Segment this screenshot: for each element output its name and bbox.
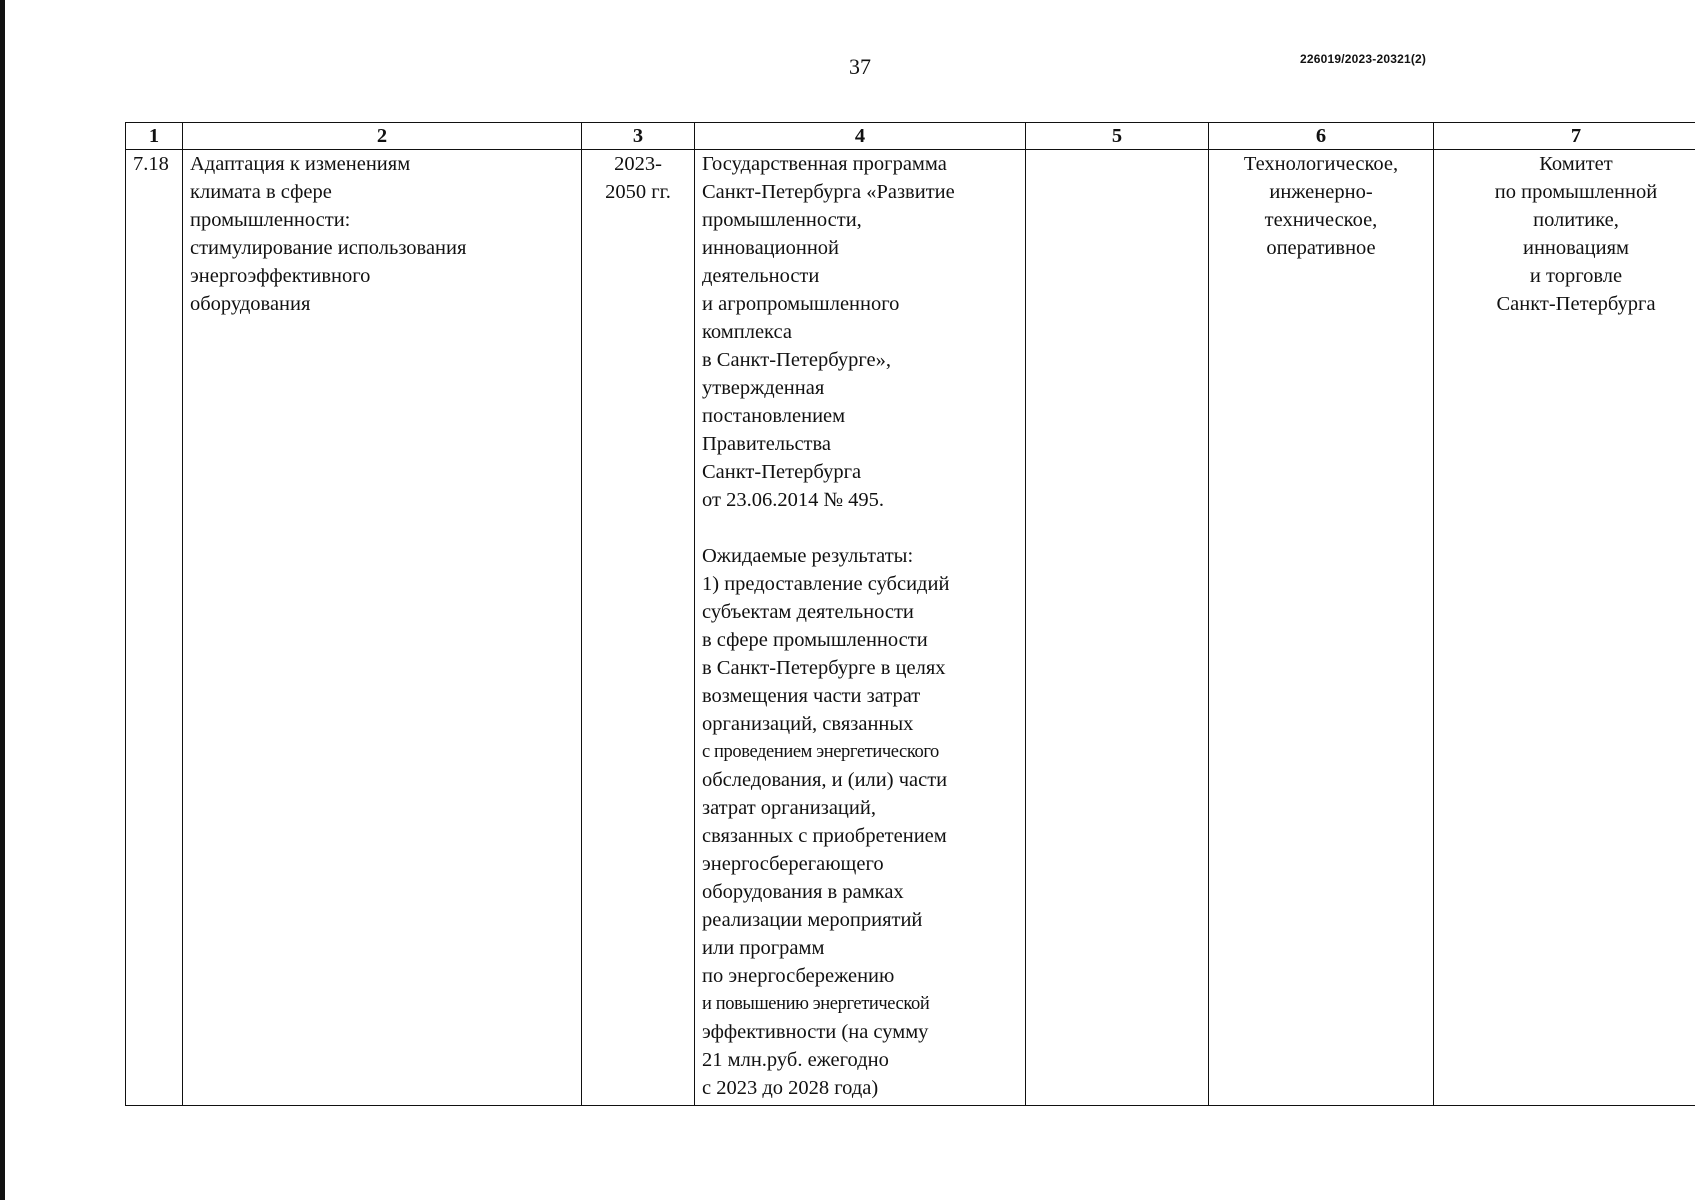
program-line: Государственная программа bbox=[702, 153, 947, 175]
results-line: в Санкт-Петербурге в целях bbox=[702, 657, 946, 679]
results-line: и повышению энергетической bbox=[702, 994, 930, 1014]
cell-program bbox=[695, 150, 1026, 1106]
results-line: субъектам деятельности bbox=[702, 601, 914, 623]
type-line: инженерно- bbox=[1269, 181, 1373, 203]
results-line: 1) предоставление субсидий bbox=[702, 573, 950, 595]
results-line: 21 млн.руб. ежегодно bbox=[702, 1049, 889, 1071]
type-line: Технологическое, bbox=[1243, 153, 1399, 175]
page-number: 37 bbox=[849, 54, 871, 79]
executor-line: инновациям bbox=[1522, 237, 1629, 259]
header-col-1: 1 bbox=[126, 123, 183, 150]
results-line: обследования, и (или) части bbox=[702, 769, 948, 791]
results-line: оборудования в рамках bbox=[702, 881, 904, 903]
program-line: Правительства bbox=[702, 433, 832, 455]
header-col-3: 3 bbox=[582, 123, 695, 150]
results-line: связанных с приобретением bbox=[702, 825, 947, 847]
cell-period bbox=[582, 150, 695, 1106]
results-line: затрат организаций, bbox=[702, 797, 876, 819]
cell-measure-type bbox=[1209, 150, 1434, 1106]
results-line: в сфере промышленности bbox=[702, 629, 928, 651]
results-line: реализации мероприятий bbox=[702, 909, 923, 931]
executor-line: Санкт-Петербурга bbox=[1496, 293, 1656, 315]
program-line: утвержденная bbox=[702, 377, 825, 399]
program-line: инновационной bbox=[702, 237, 840, 259]
results-line: Ожидаемые результаты: bbox=[702, 545, 914, 567]
period-line: 2050 гг. bbox=[605, 181, 671, 203]
type-line: техническое, bbox=[1264, 209, 1378, 231]
results-line: с проведением энергетического bbox=[702, 742, 939, 762]
cell-executor bbox=[1434, 150, 1695, 1106]
paragraph-gap bbox=[702, 514, 1018, 542]
program-line: промышленности, bbox=[702, 209, 862, 231]
measure-line: стимулирование использования bbox=[190, 237, 467, 259]
measures-table bbox=[125, 122, 1695, 1106]
document-code: 226019/2023-20321(2) bbox=[1300, 52, 1427, 66]
type-line: оперативное bbox=[1266, 237, 1376, 259]
executor-line: по промышленной bbox=[1494, 181, 1658, 203]
program-line: постановлением bbox=[702, 405, 846, 427]
header-col-5: 5 bbox=[1026, 123, 1209, 150]
executor-line: Комитет bbox=[1539, 153, 1613, 175]
results-line: с 2023 до 2028 года) bbox=[702, 1077, 879, 1099]
measure-line: климата в сфере bbox=[190, 181, 332, 203]
header-col-7: 7 bbox=[1434, 123, 1695, 150]
executor-line: политике, bbox=[1533, 209, 1619, 231]
cell-col-5 bbox=[1026, 150, 1209, 1106]
table-row bbox=[126, 150, 1695, 1106]
program-line: комплекса bbox=[702, 321, 792, 343]
table-header-row bbox=[126, 123, 1695, 150]
program-line: Санкт-Петербурга bbox=[702, 461, 862, 483]
program-line: от 23.06.2014 № 495. bbox=[702, 489, 884, 511]
results-line: по энергосбережению bbox=[702, 965, 895, 987]
program-line: и агропромышленного bbox=[702, 293, 900, 315]
executor-line: и торговле bbox=[1529, 265, 1623, 287]
cell-measure bbox=[183, 150, 582, 1106]
row-number: 7.18 bbox=[133, 153, 169, 175]
results-line: возмещения части затрат bbox=[702, 685, 921, 707]
measure-line: промышленности: bbox=[190, 209, 351, 231]
measure-line: Адаптация к изменениям bbox=[190, 153, 411, 175]
header-col-4: 4 bbox=[695, 123, 1026, 150]
program-line: Санкт-Петербурга «Развитие bbox=[702, 181, 955, 203]
header-col-6: 6 bbox=[1209, 123, 1434, 150]
program-line: деятельности bbox=[702, 265, 820, 287]
results-line: эффективности (на сумму bbox=[702, 1021, 929, 1043]
results-line: или программ bbox=[702, 937, 825, 959]
results-line: организаций, связанных bbox=[702, 713, 914, 735]
measure-line: энергоэффективного bbox=[190, 265, 371, 287]
header-col-2: 2 bbox=[183, 123, 582, 150]
cell-row-number bbox=[126, 150, 183, 1106]
program-line: в Санкт-Петербурге», bbox=[702, 349, 891, 371]
period-line: 2023- bbox=[614, 153, 662, 175]
scan-edge bbox=[0, 0, 5, 1200]
measure-line: оборудования bbox=[190, 293, 311, 315]
results-line: энергосберегающего bbox=[702, 853, 884, 875]
